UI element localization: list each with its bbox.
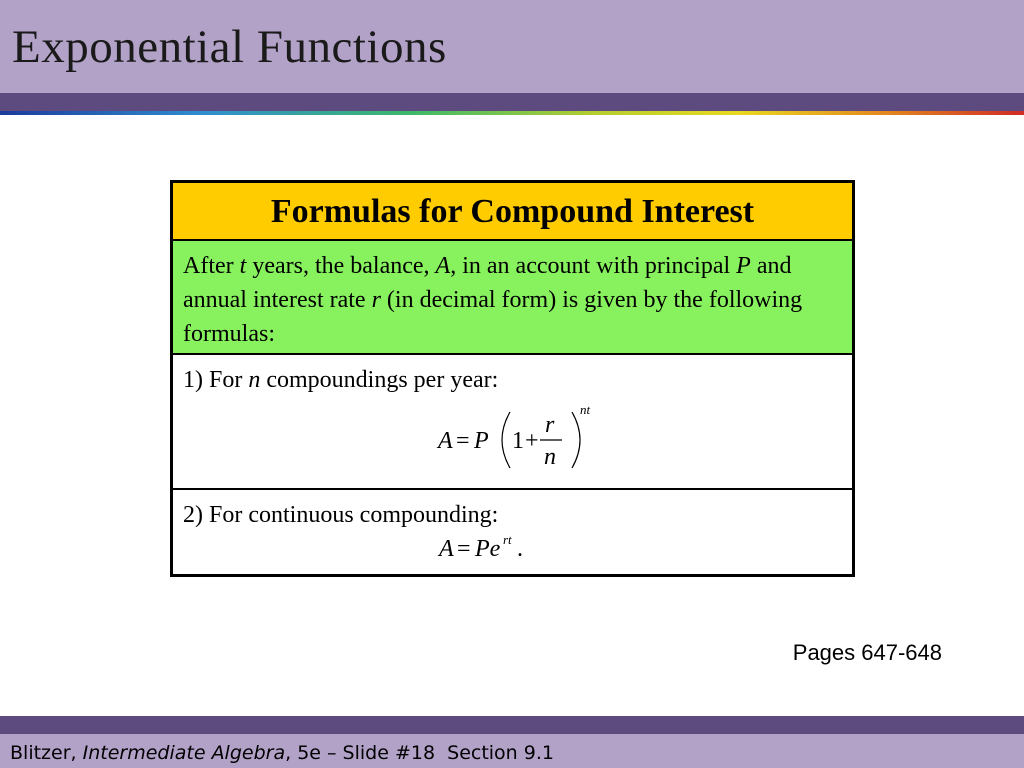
title-band	[0, 93, 1024, 111]
intro-text-5: (in decimal form) is given by the following formulas:	[183, 287, 803, 347]
var-P: P	[736, 253, 751, 279]
formula1-eq: =	[456, 428, 470, 454]
formula1-plus: +	[525, 428, 539, 454]
footer-rest: , 5e – Slide #18 Section 9.1	[285, 742, 554, 764]
var-n: n	[248, 367, 261, 393]
formula1-p: P	[474, 428, 489, 454]
formula1-one: 1	[512, 428, 524, 454]
left-paren	[502, 412, 510, 468]
formula1-num: r	[545, 412, 555, 438]
formula1-exp: nt	[580, 402, 591, 417]
intro-text-4: and annual interest rate	[183, 253, 792, 313]
footer-book: Intermediate Algebra	[82, 742, 286, 764]
slide-title: Exponential Functions	[12, 21, 447, 73]
formula-table	[170, 180, 855, 577]
intro-text-1: After	[183, 253, 240, 279]
var-t: t	[239, 253, 247, 279]
formula1-lhs: A	[438, 428, 453, 454]
pages-reference: Pages 647-648	[792, 640, 942, 665]
case1-label	[183, 363, 840, 397]
var-r: r	[371, 287, 381, 313]
footer-author: Blitzer,	[10, 742, 83, 764]
case1-cell	[173, 355, 852, 490]
footer-band	[0, 716, 1024, 734]
var-A: A	[435, 253, 451, 279]
table-header: Formulas for Compound Interest	[173, 183, 852, 241]
case2-label: 2) For continuous compounding:	[183, 502, 499, 528]
formula2-eq: =	[457, 536, 471, 562]
intro-text-2: years, the balance,	[246, 253, 436, 279]
case1-prefix: 1) For	[183, 367, 249, 393]
case1-suffix: compoundings per year:	[260, 367, 499, 393]
continuous-formula	[435, 532, 545, 570]
compound-formula	[428, 400, 608, 480]
formula2-end: .	[517, 536, 523, 562]
right-paren	[572, 412, 580, 468]
intro-text	[173, 241, 852, 355]
intro-text-3: , in an account with principal	[450, 253, 737, 279]
formula2-exp: rt	[503, 532, 512, 547]
formula1-den: n	[544, 444, 556, 470]
case2-cell	[173, 490, 852, 574]
formula2-lhs: A	[439, 536, 454, 562]
formula2-base: Pe	[475, 536, 501, 562]
title-gradient-rule	[0, 111, 1024, 115]
footer-citation	[10, 742, 554, 764]
